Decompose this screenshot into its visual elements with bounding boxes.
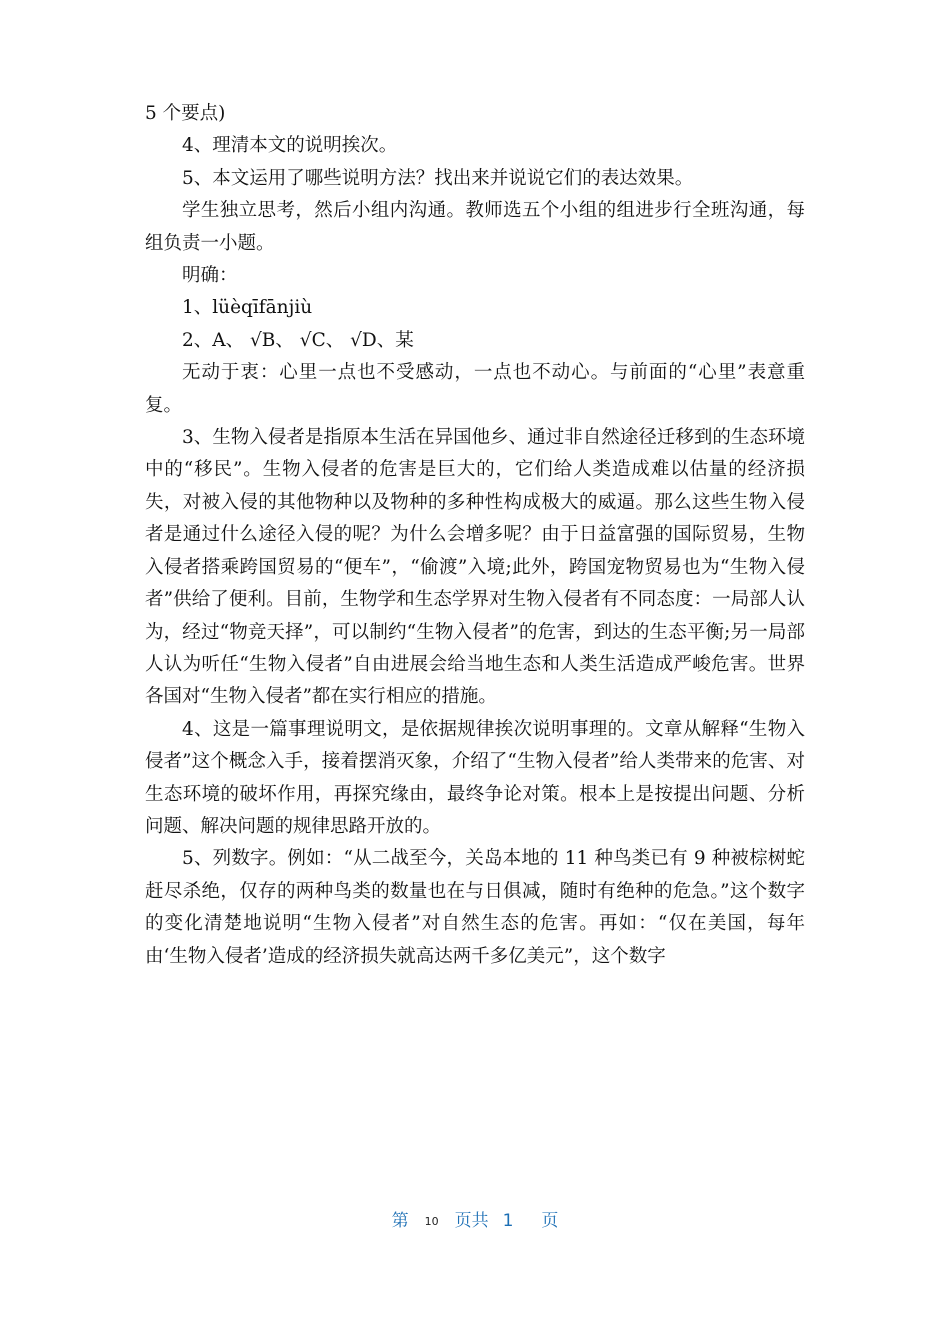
- total-pages: 1: [502, 1211, 514, 1231]
- page-footer: [0, 1206, 950, 1231]
- paragraph: 1、lüèqīfānjiù: [182, 297, 313, 319]
- paragraph: 4、这是一篇事理说明文，是依据规律挨次说明事理的。文章从解释“生物入侵者”这个概念入手，接着摆消灭象，介绍了“生物入侵者”给人类带来的危害、对生态环境的破坏作用，再探究缘由，最终争论对策。根本上是按提出问题、分析问题、解决问题的规律思路开放的。: [145, 718, 805, 837]
- paragraph: 5、本文运用了哪些说明方法？找出来并说说它们的表达效果。: [182, 167, 694, 189]
- paragraph: 5 个要点): [145, 103, 226, 124]
- paragraph: 3、生物入侵者是指原本生活在异国他乡、通过非自然途径迁移到的生态环境中的“移民”。生物入侵者的危害是巨大的，它们给人类造成难以估量的经济损失，对被入侵的其他物种以及物种的多种性构成极大的威逼。那么这些生物入侵者是通过什么途径入侵的呢？为什么会增多呢？由于日益富强的国际贸易，生物入侵者搭乘跨国贸易的“便车”，“偷渡”入境;此外，跨国宠物贸易也为“生物入侵者”供给了便利。目前，生物学和生态学界对生物入侵者有不同态度：一局部人认为，经过“物竞天择”，可以制约“生物入侵者”的危害，到达的生态平衡;另一局部人认为听任“生物入侵者”自由进展会给当地生态和人类生活造成严峻危害。世界各国对“生物入侵者”都在实行相应的措施。: [145, 427, 805, 708]
- page-number: 10: [424, 1215, 439, 1228]
- document-body: [145, 98, 805, 973]
- paragraph: 明确：: [182, 265, 238, 287]
- footer-label-yegong: 页共: [454, 1211, 489, 1231]
- footer-label-di: 第: [391, 1211, 409, 1231]
- paragraph: 无动于衷：心里一点也不受感动，一点也不动心。与前面的“心里”表意重复。: [145, 362, 805, 416]
- paragraph: 2、A、 √B、 √C、 √D、某: [182, 329, 414, 351]
- footer-label-ye: 页: [541, 1211, 559, 1231]
- paragraph: 学生独立思考，然后小组内沟通。教师选五个小组的组进步行全班沟通，每组负责一小题。: [145, 200, 805, 254]
- paragraph: 4、理清本文的说明挨次。: [182, 135, 398, 157]
- paragraph: 5、列数字。例如：“从二战至今，关岛本地的 11 种鸟类已有 9 种被棕树蛇赶尽杀绝，仅存的两种鸟类的数量也在与日俱减，随时有绝种的危急。”这个数字的变化清楚地说明“生物入侵者”对自然生态的危害。再如：“仅在美国，每年由‘生物入侵者’造成的经济损失就高达两千多亿美元”，这个数字: [145, 848, 805, 967]
